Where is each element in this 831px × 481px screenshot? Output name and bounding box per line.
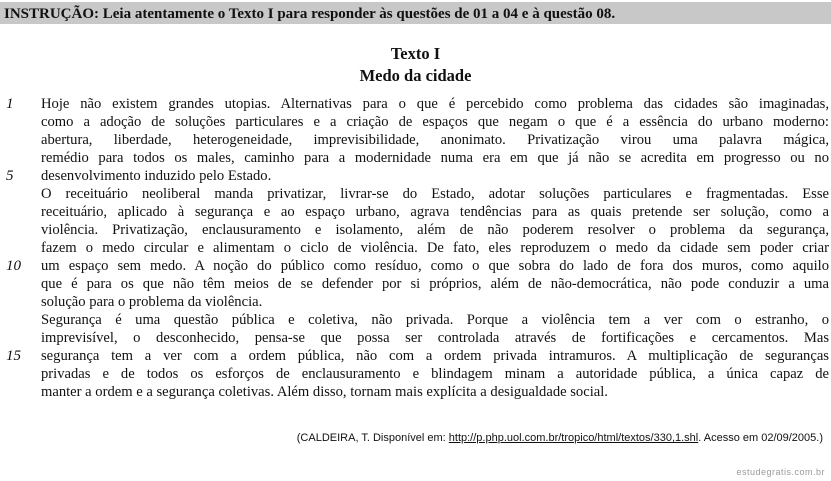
text-line: privadas e de todos os esforços de enclausuramento e blindagem minam a autoridade pública, a única capaz de: [41, 366, 829, 382]
text-line: fazem o medo circular e alimentam o ciclo de violência. De fato, eles reproduzem o medo da cidade sem poder criar: [41, 240, 829, 256]
instruction-text: INSTRUÇÃO: Leia atentamente o Texto I para responder às questões de 01 a 04 e à questão 08.: [4, 6, 616, 22]
line-number-10: 10: [6, 258, 21, 274]
text-line: O receituário neoliberal manda privatizar, livrar-se do Estado, adotar soluções particulares e fragmentadas. Esse: [41, 186, 829, 202]
citation-link[interactable]: http://p.php.uol.com.br/tropico/html/textos/330,1.shl: [448, 432, 699, 444]
text-line: que é para os que não têm meios de se defender por si próprios, além de não-democrática, não pode conduzir a uma: [41, 276, 829, 292]
citation-suffix: . Acesso em 02/09/2005.): [698, 432, 823, 444]
citation-prefix: (CALDEIRA, T. Disponível em:: [296, 432, 449, 444]
text-body: [41, 95, 831, 401]
text-line: receituário, aplicado à segurança e ao espaço urbano, agrava tendências para as quais pretende ser solução, como a: [41, 204, 829, 220]
instruction-banner: [0, 2, 831, 24]
text-line: Hoje não existem grandes utopias. Alternativas para o que é percebido como problema das cidades são imaginadas,: [41, 96, 829, 112]
text-line: desenvolvimento induzido pelo Estado.: [41, 168, 272, 184]
text-line: remédio para todos os males, caminho para a modernidade numa era em que já não se acredita em progresso ou no: [41, 150, 829, 166]
watermark: estudegratis.com.br: [736, 467, 825, 477]
text-line: solução para o problema da violência.: [41, 294, 263, 310]
text-line: um espaço sem medo. A noção do público como resíduo, como o que sobra do lado de fora dos muros, como aquilo: [41, 258, 829, 274]
line-number-15: 15: [6, 348, 21, 364]
line-number-1: 1: [6, 96, 14, 112]
text-line: Segurança é uma questão pública e coletiva, não privada. Porque a violência tem a ver com o estranho, o: [41, 312, 829, 328]
text-line: violência. Privatização, enclausuramento e isolamento, além de não poderem resolver o problema da segurança,: [41, 222, 829, 238]
text-line: como a adoção de soluções particulares e a criação de espaços que negam o que é a essência do urbano moderno:: [41, 114, 829, 130]
text-line: manter a ordem e a segurança coletivas. Além disso, tornam mais explícita a desigualdade social.: [41, 384, 608, 400]
text-title: Texto I: [390, 44, 441, 63]
text-line: imprevisível, o desconhecido, pensa-se que possa ser controlada através de fortificações e cercamentos. Mas: [41, 330, 829, 346]
line-number-5: 5: [6, 168, 14, 184]
text-line: abertura, liberdade, heterogeneidade, imprevisibilidade, anonimato. Privatização virou uma palavra mágica,: [41, 132, 829, 148]
citation: [297, 432, 823, 444]
text-line: segurança tem a ver com a ordem pública, não com a ordem privada intramuros. A multiplicação de seguranças: [41, 348, 829, 364]
text-subtitle: Medo da cidade: [359, 66, 472, 85]
